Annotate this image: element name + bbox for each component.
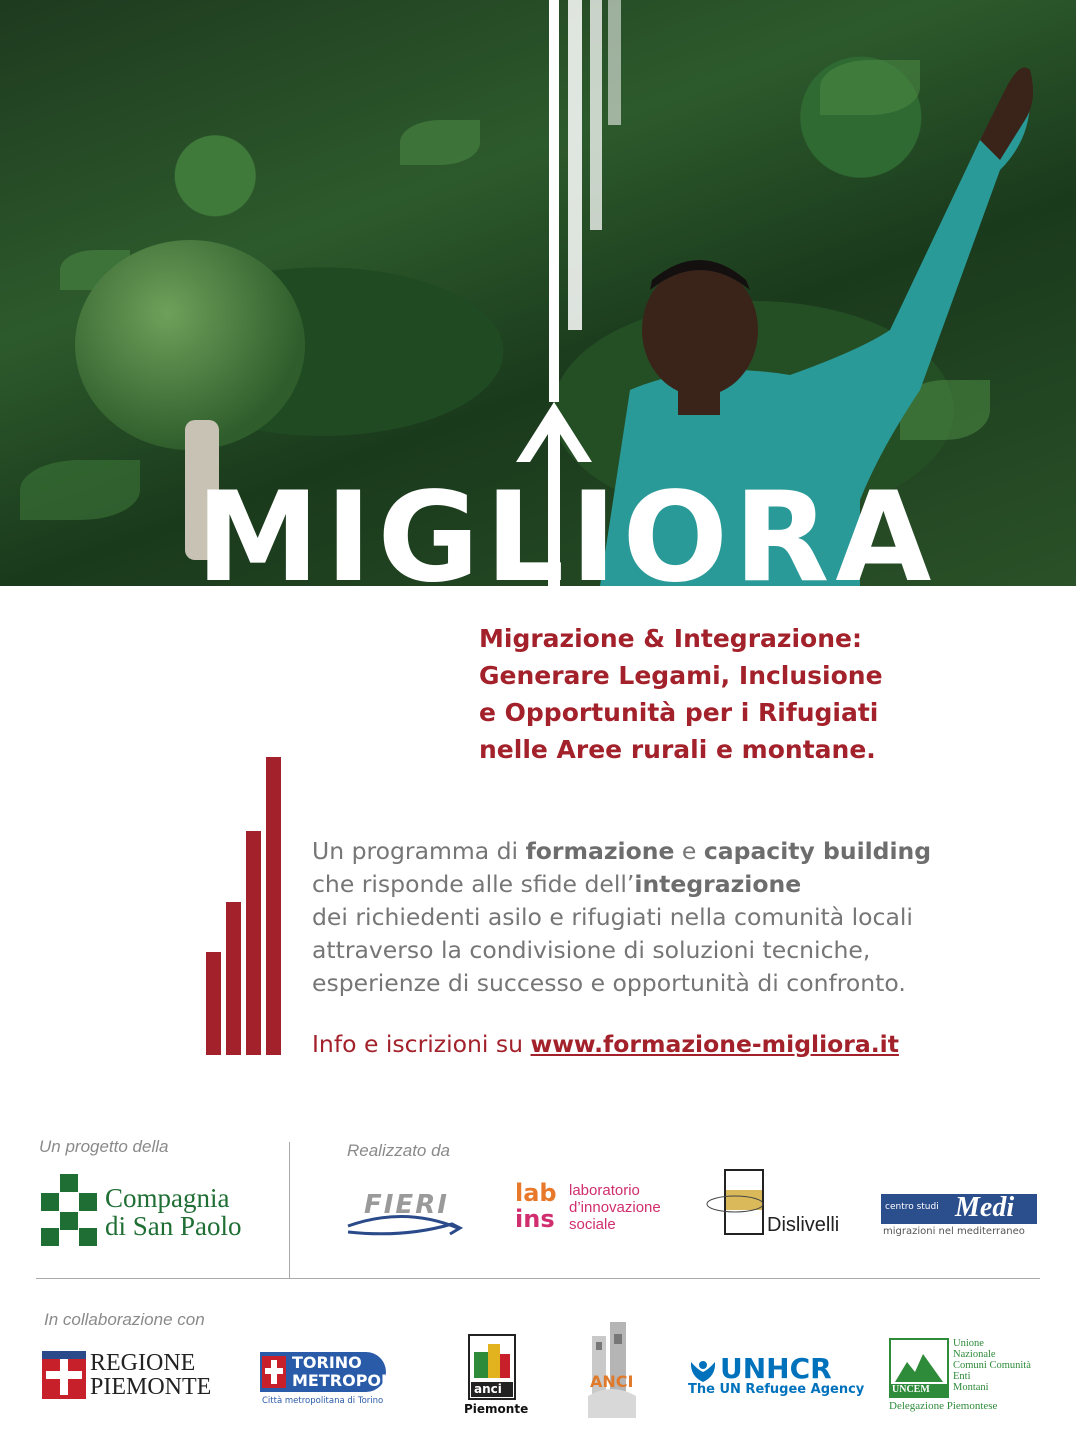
medi-wordmark: Medi [955,1192,1015,1223]
description-line: Un programma di formazione e capacity building [312,837,932,865]
uncem-mark: UNCEM [892,1384,930,1395]
dislivelli-icon [705,1168,767,1238]
collab-label: In collaborazione con [44,1310,205,1329]
hero-title: MIGLIORA [196,466,938,586]
torino-name: METROPOLI [292,1371,398,1390]
anci-tower-icon [586,1322,638,1418]
unhcr-logo [688,1352,865,1400]
headline-line: Generare Legami, Inclusione [479,661,883,690]
uncem-text: Nazionale [953,1349,996,1360]
hero-photo [0,0,1076,586]
website-link[interactable]: www.formazione-migliora.it [530,1030,899,1058]
anci-wordmark: ANCI [590,1372,634,1391]
leaf-shape [20,460,140,520]
labins-mark: lab [515,1179,557,1207]
uncem-text: Enti [953,1371,971,1382]
regione-crest-icon [42,1351,86,1399]
anci-logo [586,1322,638,1418]
leaf-shape [400,120,480,165]
description-line: esperienze di successo e opportunità di confronto. [312,969,906,997]
info-line [312,1030,899,1058]
topiary-tree [75,240,305,450]
description-line: che risponde alle sfide dell’integrazione [312,870,802,898]
torino-metropoli-logo [260,1352,398,1410]
dislivelli-wordmark: Dislivelli [767,1214,840,1236]
medi-subtitle: migrazioni nel mediterraneo [883,1226,1025,1237]
labins-mark: ins [515,1205,555,1233]
unhcr-wordmark: UNHCR [720,1352,832,1385]
red-bar [226,902,241,1055]
labins-logo [515,1180,695,1236]
program-description [312,835,1032,1000]
uncem-text: Comuni Comunità [953,1360,1031,1371]
red-bar [266,757,281,1055]
torino-subtitle: Città metropolitana di Torino [262,1396,384,1406]
realized-label: Realizzato da [347,1141,451,1160]
arrow-shaft [549,0,559,402]
compagnia-name: Compagnia [105,1183,230,1213]
red-bar [246,831,261,1055]
labins-text: sociale [569,1216,616,1233]
fieri-wordmark: FIERI [364,1190,449,1220]
regione-name: REGIONE [90,1350,196,1376]
torino-name: TORINO [292,1353,362,1372]
anci-mark: anci [474,1382,502,1396]
unhcr-hands-icon [688,1356,718,1384]
red-bar [206,952,221,1055]
medi-top-text: centro studi [885,1202,939,1212]
headline-line: Migrazione & Integrazione: [479,624,862,653]
headline-line: nelle Aree rurali e montane. [479,735,876,764]
regione-name: PIEMONTE [90,1374,212,1400]
dislivelli-logo [705,1168,855,1242]
checker-icon [41,1174,97,1246]
compagnia-san-paolo-logo [41,1174,291,1246]
uncem-logo [889,1338,1049,1414]
info-prefix: Info e iscrizioni su [312,1030,531,1058]
white-stripe [568,0,582,330]
headline-line: e Opportunità per i Rifugiati [479,698,879,727]
headline [479,620,1039,768]
description-line: attraverso la condivisione di soluzioni tecniche, [312,936,871,964]
compagnia-name: di San Paolo [105,1211,242,1241]
project-label: Un progetto della [39,1137,169,1156]
white-stripe [608,0,621,125]
anci-piemonte-label: Piemonte [464,1402,529,1416]
labins-text: laboratorio [569,1182,640,1199]
anci-piemonte-logo [462,1334,529,1416]
fieri-logo [344,1176,464,1238]
uncem-text: Unione [953,1338,984,1349]
divider-horizontal [36,1278,1040,1279]
uncem-subtitle: Delegazione Piemontese [889,1400,998,1412]
uncem-text: Montani [953,1382,989,1393]
torino-crest-icon [260,1352,290,1392]
unhcr-subtitle: The UN Refugee Agency [688,1382,865,1397]
regione-piemonte-logo [42,1351,212,1399]
description-line: dei richiedenti asilo e rifugiati nella comunità locali [312,903,913,931]
labins-text: d’innovazione [569,1199,661,1216]
medi-logo [881,1194,1037,1238]
white-stripe [590,0,602,230]
